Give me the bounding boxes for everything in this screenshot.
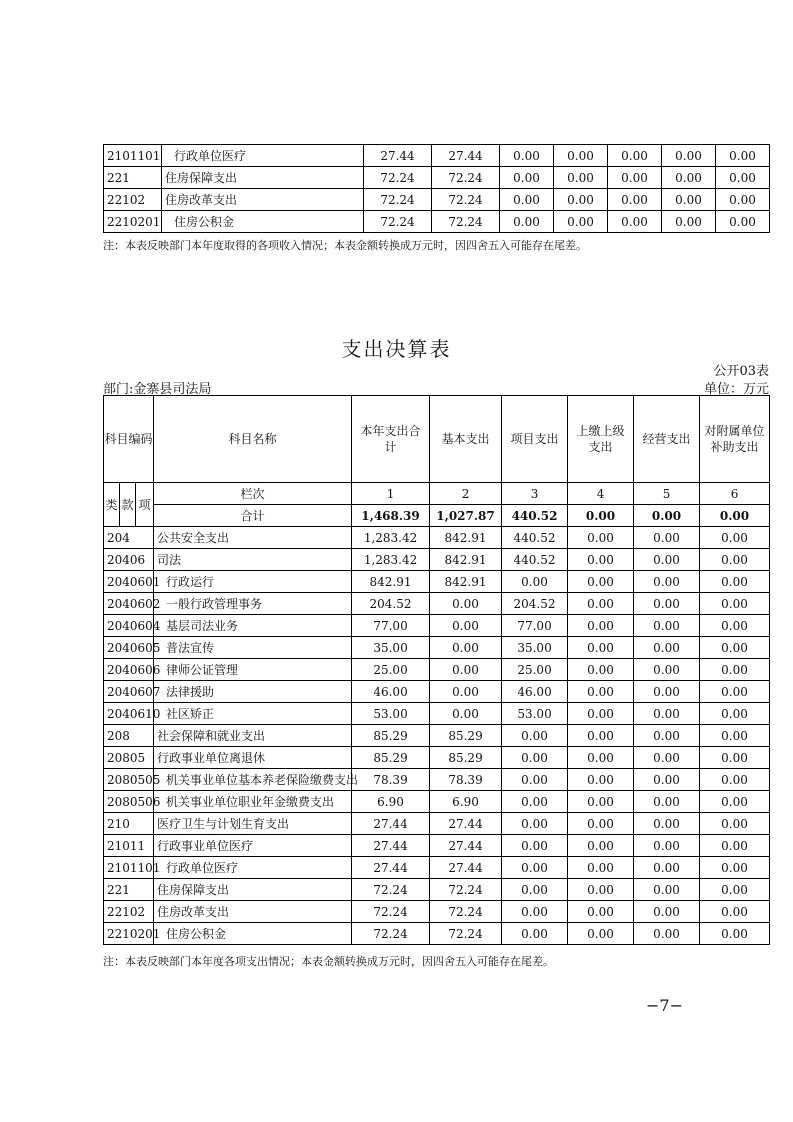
header-lanci: 栏次 (154, 483, 352, 505)
table-row (104, 901, 770, 923)
amount-cell: 85.29 (430, 747, 502, 769)
income-table-note: 注：本表反映部门本年度取得的各项收入情况；本表金额转换成万元时，因四舍五入可能存在尾差。 (103, 239, 587, 252)
amount-cell: 85.29 (352, 725, 430, 747)
amount-cell: 0.00 (634, 659, 700, 681)
subject-code: 221 (104, 167, 162, 189)
table-row (104, 703, 770, 725)
amount-cell: 0.00 (700, 791, 770, 813)
amount-cell: 85.29 (430, 725, 502, 747)
table-row (104, 813, 770, 835)
total-value: 0.00 (634, 505, 700, 527)
amount-cell: 0.00 (554, 189, 608, 211)
subject-name: 住房公积金 (162, 211, 364, 233)
subject-name: 机关事业单位职业年金缴费支出 (154, 791, 352, 813)
amount-cell: 27.44 (430, 835, 502, 857)
amount-cell: 25.00 (352, 659, 430, 681)
amount-cell: 0.00 (700, 835, 770, 857)
subject-name: 行政运行 (154, 571, 352, 593)
subject-code: 20805 (104, 747, 154, 769)
total-value: 440.52 (502, 505, 568, 527)
amount-cell: 0.00 (568, 857, 634, 879)
amount-cell: 0.00 (568, 747, 634, 769)
amount-cell: 0.00 (502, 857, 568, 879)
amount-cell: 0.00 (554, 145, 608, 167)
amount-cell: 77.00 (502, 615, 568, 637)
amount-cell: 0.00 (500, 145, 554, 167)
subject-name: 医疗卫生与计划生育支出 (154, 813, 352, 835)
amount-cell: 0.00 (554, 211, 608, 233)
amount-cell: 27.44 (364, 145, 432, 167)
amount-cell: 53.00 (502, 703, 568, 725)
amount-cell: 0.00 (568, 835, 634, 857)
subject-name: 律师公证管理 (154, 659, 352, 681)
amount-cell: 6.90 (430, 791, 502, 813)
amount-cell: 0.00 (568, 725, 634, 747)
amount-cell: 0.00 (716, 211, 770, 233)
table-row (104, 791, 770, 813)
subject-code: 2040610 (104, 703, 154, 725)
amount-cell: 0.00 (634, 593, 700, 615)
col-num: 2 (430, 483, 502, 505)
amount-cell: 0.00 (700, 901, 770, 923)
subject-code: 2080505 (104, 769, 154, 791)
table-row (104, 725, 770, 747)
amount-cell: 0.00 (502, 835, 568, 857)
amount-cell: 0.00 (634, 681, 700, 703)
table-row (104, 857, 770, 879)
subject-code: 2040605 (104, 637, 154, 659)
col-num: 3 (502, 483, 568, 505)
amount-cell: 0.00 (568, 813, 634, 835)
subject-code: 2040604 (104, 615, 154, 637)
table-row (104, 879, 770, 901)
subject-name: 行政事业单位医疗 (154, 835, 352, 857)
subject-name: 公共安全支出 (154, 527, 352, 549)
subject-name: 社会保障和就业支出 (154, 725, 352, 747)
amount-cell: 0.00 (700, 681, 770, 703)
expense-table-note: 注：本表反映部门本年度各项支出情况；本表金额转换成万元时，因四舍五入可能存在尾差。 (103, 955, 554, 968)
subject-name: 行政单位医疗 (162, 145, 364, 167)
amount-cell: 0.00 (500, 167, 554, 189)
subject-name: 社区矫正 (154, 703, 352, 725)
amount-cell: 842.91 (352, 571, 430, 593)
table-row (104, 527, 770, 549)
amount-cell: 0.00 (662, 145, 716, 167)
form-number: 公开03表 (713, 364, 769, 379)
amount-cell: 0.00 (634, 703, 700, 725)
amount-cell: 0.00 (568, 703, 634, 725)
amount-cell: 0.00 (608, 167, 662, 189)
subject-code: 204 (104, 527, 154, 549)
subject-name: 普法宣传 (154, 637, 352, 659)
amount-cell: 0.00 (716, 189, 770, 211)
subject-code: 2040606 (104, 659, 154, 681)
amount-cell: 35.00 (502, 637, 568, 659)
amount-cell: 0.00 (634, 637, 700, 659)
table-row (104, 189, 770, 211)
amount-cell: 0.00 (700, 659, 770, 681)
amount-cell: 1,283.42 (352, 549, 430, 571)
amount-cell: 27.44 (430, 813, 502, 835)
amount-cell: 440.52 (502, 549, 568, 571)
amount-cell: 72.24 (430, 923, 502, 945)
amount-cell: 0.00 (568, 791, 634, 813)
amount-cell: 0.00 (430, 593, 502, 615)
amount-cell: 0.00 (568, 769, 634, 791)
subject-name: 行政单位医疗 (154, 857, 352, 879)
amount-cell: 72.24 (432, 189, 500, 211)
amount-cell: 0.00 (502, 571, 568, 593)
amount-cell: 0.00 (634, 725, 700, 747)
subject-name: 机关事业单位基本养老保险缴费支出 (154, 769, 352, 791)
amount-cell: 0.00 (634, 835, 700, 857)
table-row (104, 593, 770, 615)
amount-cell: 0.00 (568, 549, 634, 571)
amount-cell: 0.00 (700, 879, 770, 901)
amount-cell: 0.00 (634, 901, 700, 923)
subject-name: 一般行政管理事务 (154, 593, 352, 615)
subject-code: 2080506 (104, 791, 154, 813)
page-title: 支出决算表 (341, 337, 452, 361)
subject-code: 2210201 (104, 211, 162, 233)
amount-cell: 0.00 (568, 901, 634, 923)
amount-cell: 0.00 (634, 791, 700, 813)
column-number-row (104, 483, 770, 505)
amount-cell: 27.44 (430, 857, 502, 879)
amount-cell: 72.24 (432, 211, 500, 233)
table-row (104, 659, 770, 681)
amount-cell: 6.90 (352, 791, 430, 813)
amount-cell: 72.24 (352, 879, 430, 901)
unit-label: 单位：万元 (703, 382, 769, 397)
amount-cell: 842.91 (430, 527, 502, 549)
amount-cell: 0.00 (634, 813, 700, 835)
amount-cell: 0.00 (554, 167, 608, 189)
table-row (104, 747, 770, 769)
subject-code: 221 (104, 879, 154, 901)
amount-cell: 77.00 (352, 615, 430, 637)
amount-cell: 72.24 (352, 901, 430, 923)
amount-cell: 0.00 (700, 527, 770, 549)
col-num: 6 (700, 483, 770, 505)
amount-cell: 85.29 (352, 747, 430, 769)
amount-cell: 0.00 (502, 813, 568, 835)
amount-cell: 0.00 (608, 145, 662, 167)
amount-cell: 35.00 (352, 637, 430, 659)
total-value: 1,468.39 (352, 505, 430, 527)
amount-cell: 46.00 (352, 681, 430, 703)
amount-cell: 0.00 (634, 571, 700, 593)
amount-cell: 842.91 (430, 549, 502, 571)
amount-cell: 0.00 (430, 615, 502, 637)
amount-cell: 0.00 (430, 637, 502, 659)
amount-cell: 0.00 (700, 923, 770, 945)
col-num: 4 (568, 483, 634, 505)
table-row (104, 571, 770, 593)
subject-name: 住房公积金 (154, 923, 352, 945)
table-row (104, 167, 770, 189)
table-row (104, 549, 770, 571)
amount-cell: 0.00 (568, 615, 634, 637)
table-row (104, 835, 770, 857)
expense-table (103, 395, 770, 945)
amount-cell: 27.44 (352, 813, 430, 835)
amount-cell: 25.00 (502, 659, 568, 681)
income-table-body (104, 145, 770, 233)
amount-cell: 0.00 (700, 725, 770, 747)
amount-cell: 0.00 (568, 593, 634, 615)
table-row (104, 923, 770, 945)
amount-cell: 0.00 (568, 659, 634, 681)
amount-cell: 0.00 (608, 189, 662, 211)
amount-cell: 72.24 (364, 211, 432, 233)
amount-cell: 0.00 (700, 593, 770, 615)
amount-cell: 204.52 (502, 593, 568, 615)
subject-code: 20406 (104, 549, 154, 571)
subject-code: 2101101 (104, 145, 162, 167)
income-table-continued (103, 144, 770, 233)
amount-cell: 0.00 (662, 211, 716, 233)
department-label: 部门:金寨县司法局 (103, 382, 212, 397)
amount-cell: 27.44 (432, 145, 500, 167)
amount-cell: 0.00 (634, 527, 700, 549)
amount-cell: 72.24 (364, 189, 432, 211)
subject-code: 2040607 (104, 681, 154, 703)
amount-cell: 72.24 (430, 901, 502, 923)
amount-cell: 0.00 (608, 211, 662, 233)
subject-code: 21011 (104, 835, 154, 857)
header-lei: 类 (104, 483, 120, 527)
amount-cell: 0.00 (634, 549, 700, 571)
amount-cell: 27.44 (352, 835, 430, 857)
subject-name: 法律援助 (154, 681, 352, 703)
amount-cell: 78.39 (352, 769, 430, 791)
amount-cell: 0.00 (716, 145, 770, 167)
table-row (104, 769, 770, 791)
amount-cell: 0.00 (700, 615, 770, 637)
subject-name: 住房保障支出 (162, 167, 364, 189)
amount-cell: 0.00 (568, 923, 634, 945)
total-row (104, 505, 770, 527)
subject-name: 司法 (154, 549, 352, 571)
amount-cell: 0.00 (700, 703, 770, 725)
amount-cell: 842.91 (430, 571, 502, 593)
amount-cell: 0.00 (502, 747, 568, 769)
amount-cell: 0.00 (568, 681, 634, 703)
amount-cell: 204.52 (352, 593, 430, 615)
subject-code: 2101101 (104, 857, 154, 879)
amount-cell: 53.00 (352, 703, 430, 725)
subject-code: 22102 (104, 189, 162, 211)
total-value: 0.00 (568, 505, 634, 527)
table-row (104, 145, 770, 167)
table-row (104, 681, 770, 703)
amount-cell: 46.00 (502, 681, 568, 703)
table-row (104, 211, 770, 233)
amount-cell: 27.44 (352, 857, 430, 879)
subject-name: 基层司法业务 (154, 615, 352, 637)
amount-cell: 0.00 (502, 879, 568, 901)
amount-cell: 0.00 (700, 549, 770, 571)
amount-cell: 1,283.42 (352, 527, 430, 549)
amount-cell: 0.00 (634, 769, 700, 791)
amount-cell: 0.00 (634, 879, 700, 901)
amount-cell: 0.00 (700, 857, 770, 879)
subject-name: 行政事业单位离退休 (154, 747, 352, 769)
amount-cell: 78.39 (430, 769, 502, 791)
amount-cell: 72.24 (432, 167, 500, 189)
subject-name: 住房改革支出 (154, 901, 352, 923)
amount-cell: 0.00 (634, 615, 700, 637)
header-project: 项目支出 (502, 396, 568, 483)
amount-cell: 0.00 (430, 681, 502, 703)
amount-cell: 0.00 (502, 923, 568, 945)
amount-cell: 72.24 (364, 167, 432, 189)
header-name: 科目名称 (154, 396, 352, 483)
header-total: 本年支出合计 (352, 396, 430, 483)
subject-code: 208 (104, 725, 154, 747)
amount-cell: 0.00 (568, 879, 634, 901)
header-code: 科目编码 (104, 396, 154, 483)
header-kuan: 款 (120, 483, 136, 527)
amount-cell: 0.00 (700, 769, 770, 791)
table-row (104, 615, 770, 637)
amount-cell: 0.00 (502, 901, 568, 923)
header-row (104, 396, 770, 483)
subject-name: 住房改革支出 (162, 189, 364, 211)
amount-cell: 0.00 (568, 571, 634, 593)
amount-cell: 72.24 (430, 879, 502, 901)
header-upper: 上缴上级支出 (568, 396, 634, 483)
amount-cell: 0.00 (662, 189, 716, 211)
subject-code: 22102 (104, 901, 154, 923)
total-value: 0.00 (700, 505, 770, 527)
amount-cell: 0.00 (716, 167, 770, 189)
amount-cell: 72.24 (352, 923, 430, 945)
amount-cell: 0.00 (502, 769, 568, 791)
subject-code: 210 (104, 813, 154, 835)
total-label: 合计 (154, 505, 352, 527)
amount-cell: 440.52 (502, 527, 568, 549)
amount-cell: 0.00 (502, 725, 568, 747)
amount-cell: 0.00 (500, 189, 554, 211)
amount-cell: 0.00 (634, 923, 700, 945)
amount-cell: 0.00 (430, 659, 502, 681)
subject-code: 2040602 (104, 593, 154, 615)
amount-cell: 0.00 (430, 703, 502, 725)
amount-cell: 0.00 (568, 527, 634, 549)
amount-cell: 0.00 (662, 167, 716, 189)
total-value: 1,027.87 (430, 505, 502, 527)
amount-cell: 0.00 (634, 747, 700, 769)
subject-name: 住房保障支出 (154, 879, 352, 901)
header-subsidiary: 对附属单位补助支出 (700, 396, 770, 483)
amount-cell: 0.00 (700, 637, 770, 659)
amount-cell: 0.00 (568, 637, 634, 659)
subject-code: 2210201 (104, 923, 154, 945)
header-business: 经营支出 (634, 396, 700, 483)
amount-cell: 0.00 (700, 571, 770, 593)
col-num: 1 (352, 483, 430, 505)
subject-code: 2040601 (104, 571, 154, 593)
header-xiang: 项 (136, 483, 154, 527)
amount-cell: 0.00 (634, 857, 700, 879)
amount-cell: 0.00 (500, 211, 554, 233)
header-basic: 基本支出 (430, 396, 502, 483)
amount-cell: 0.00 (700, 747, 770, 769)
amount-cell: 0.00 (502, 791, 568, 813)
page-number: −7− (646, 996, 683, 1015)
table-row (104, 637, 770, 659)
col-num: 5 (634, 483, 700, 505)
amount-cell: 0.00 (700, 813, 770, 835)
